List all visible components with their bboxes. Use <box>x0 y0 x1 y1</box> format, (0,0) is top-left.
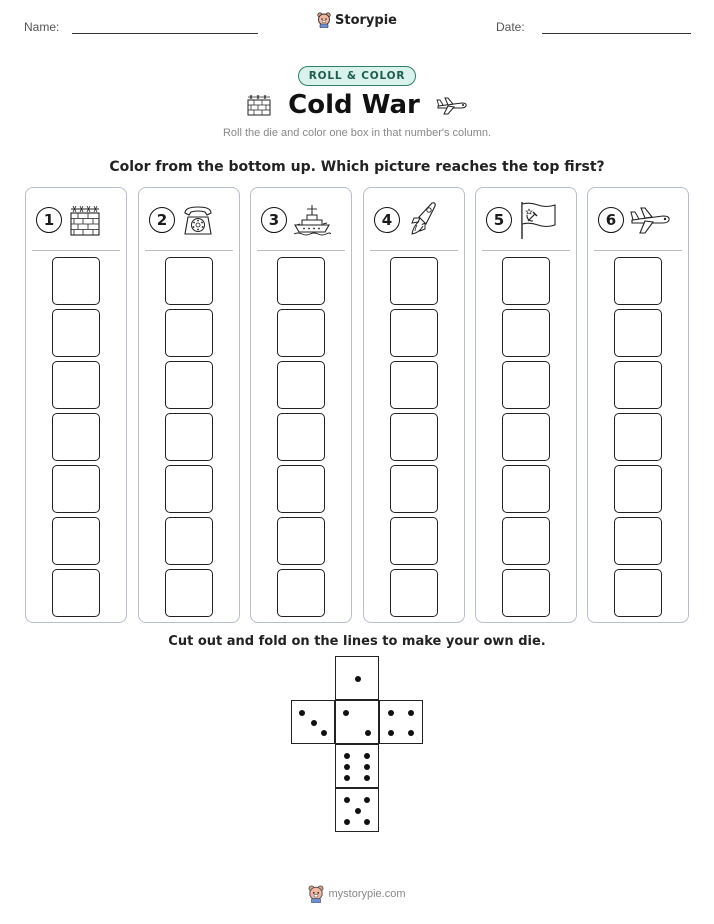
rotary-phone-icon <box>181 203 215 237</box>
brand-logo <box>0 12 714 28</box>
bear-mascot-icon <box>308 885 324 903</box>
color-box[interactable] <box>614 309 662 357</box>
column-number: 5 <box>486 207 512 233</box>
column-number: 2 <box>149 207 175 233</box>
soviet-flag-icon <box>518 200 558 240</box>
color-box[interactable] <box>52 569 100 617</box>
color-box[interactable] <box>502 465 550 513</box>
title-row <box>0 90 714 120</box>
color-box[interactable] <box>390 257 438 305</box>
berlin-wall-icon <box>246 94 272 116</box>
die-face-one <box>335 656 379 700</box>
die-pip <box>364 775 370 781</box>
die-face-five <box>335 788 379 832</box>
color-box[interactable] <box>52 361 100 409</box>
rocket-icon <box>406 200 440 240</box>
activity-badge: ROLL & COLOR <box>298 66 416 86</box>
die-face-two <box>335 700 379 744</box>
color-box[interactable] <box>502 517 550 565</box>
color-box[interactable] <box>277 569 325 617</box>
color-box[interactable] <box>165 309 213 357</box>
column-number: 6 <box>598 207 624 233</box>
column-divider <box>32 250 120 251</box>
column-number: 3 <box>261 207 287 233</box>
die-pip <box>408 710 414 716</box>
die-face-six <box>335 744 379 788</box>
color-box[interactable] <box>614 257 662 305</box>
column-3 <box>250 187 352 623</box>
column-5 <box>475 187 577 623</box>
footer <box>0 885 714 903</box>
die-pip <box>364 764 370 770</box>
color-box[interactable] <box>165 465 213 513</box>
column-4 <box>363 187 465 623</box>
fighter-jet-icon <box>630 203 672 237</box>
die-pip <box>364 753 370 759</box>
die-face-three <box>291 700 335 744</box>
color-box[interactable] <box>52 465 100 513</box>
color-box[interactable] <box>52 413 100 461</box>
subtitle: Roll the die and color one box in that number's column. <box>222 127 492 139</box>
color-box[interactable] <box>277 413 325 461</box>
color-box[interactable] <box>502 413 550 461</box>
column-2 <box>138 187 240 623</box>
color-box[interactable] <box>502 309 550 357</box>
die-pip <box>365 730 371 736</box>
footer-url: mystorypie.com <box>328 888 406 900</box>
color-box[interactable] <box>52 257 100 305</box>
name-label: Name: <box>24 20 60 34</box>
color-box[interactable] <box>165 361 213 409</box>
name-line <box>72 33 258 34</box>
column-divider <box>482 250 570 251</box>
die-pip <box>344 775 350 781</box>
date-label: Date: <box>496 20 525 34</box>
color-box[interactable] <box>502 569 550 617</box>
die-pip <box>355 808 361 814</box>
die-pip <box>388 710 394 716</box>
color-box[interactable] <box>614 361 662 409</box>
color-box[interactable] <box>390 309 438 357</box>
cut-instruction: Cut out and fold on the lines to make your own die. <box>168 634 546 649</box>
die-pip <box>408 730 414 736</box>
die-pip <box>311 720 317 726</box>
color-box[interactable] <box>614 413 662 461</box>
color-box[interactable] <box>277 309 325 357</box>
column-6 <box>587 187 689 623</box>
battleship-icon <box>293 203 331 237</box>
color-box[interactable] <box>52 309 100 357</box>
color-box[interactable] <box>52 517 100 565</box>
color-box[interactable] <box>390 517 438 565</box>
column-divider <box>594 250 682 251</box>
die-pip <box>364 797 370 803</box>
column-number: 4 <box>374 207 400 233</box>
die-face-four <box>379 700 423 744</box>
die-pip <box>344 797 350 803</box>
color-box[interactable] <box>390 465 438 513</box>
page-title: Cold War <box>288 90 420 120</box>
die-pip <box>388 730 394 736</box>
column-divider <box>370 250 458 251</box>
die-pip <box>364 819 370 825</box>
die-pip <box>344 819 350 825</box>
die-pip <box>321 730 327 736</box>
color-box[interactable] <box>390 569 438 617</box>
color-box[interactable] <box>277 257 325 305</box>
brand-name: Storypie <box>335 12 397 28</box>
die-pip <box>343 710 349 716</box>
color-box[interactable] <box>614 517 662 565</box>
column-1 <box>25 187 127 623</box>
bear-mascot-icon <box>317 12 331 28</box>
fighter-jet-icon <box>436 94 468 116</box>
column-divider <box>257 250 345 251</box>
color-box[interactable] <box>614 569 662 617</box>
color-box[interactable] <box>165 413 213 461</box>
color-box[interactable] <box>165 569 213 617</box>
color-box[interactable] <box>165 517 213 565</box>
color-box[interactable] <box>277 361 325 409</box>
column-divider <box>145 250 233 251</box>
instruction: Color from the bottom up. Which picture reaches the top first? <box>109 159 605 175</box>
color-box[interactable] <box>277 465 325 513</box>
die-pip <box>344 764 350 770</box>
die-pip <box>299 710 305 716</box>
color-box[interactable] <box>390 413 438 461</box>
color-box[interactable] <box>277 517 325 565</box>
die-pip <box>355 676 361 682</box>
color-box[interactable] <box>614 465 662 513</box>
column-number: 1 <box>36 207 62 233</box>
date-line <box>542 33 691 34</box>
color-box[interactable] <box>390 361 438 409</box>
die-pip <box>344 753 350 759</box>
color-box[interactable] <box>502 361 550 409</box>
color-box[interactable] <box>502 257 550 305</box>
color-box[interactable] <box>165 257 213 305</box>
berlin-wall-icon <box>68 203 102 237</box>
